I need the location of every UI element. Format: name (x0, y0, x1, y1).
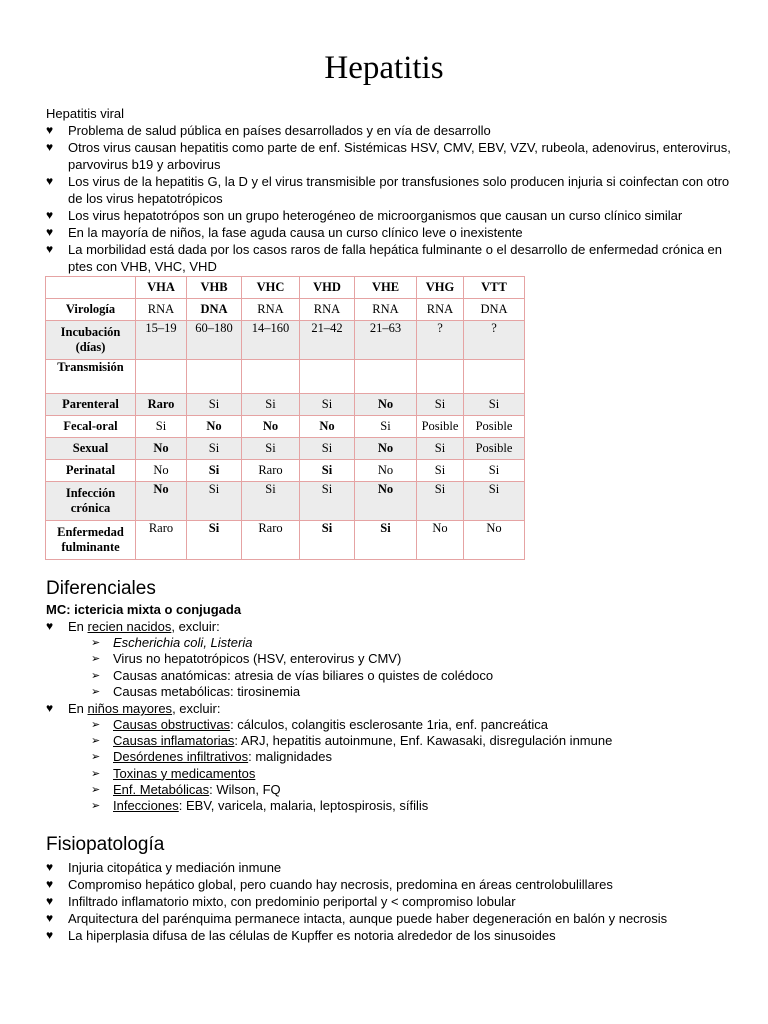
table-cell: Si (300, 438, 355, 460)
table-cell: No (187, 416, 242, 438)
arrow-bullet-icon: ➢ (91, 751, 101, 764)
table-cell: Si (464, 394, 525, 416)
list-item: ➢ Virus no hepatotrópicos (HSV, enterovirus y CMV) (91, 651, 402, 667)
arrow-bullet-icon: ➢ (91, 783, 101, 796)
recien-nacidos-sublist (46, 635, 736, 700)
table-cell: Si (464, 460, 525, 482)
list-item: ➢ Causas obstructivas: cálculos, colangitis esclerosante 1ria, enf. pancreática (91, 717, 549, 733)
table-row (46, 321, 525, 360)
list-item: ➢ Causas inflamatorias: ARJ, hepatitis autoinmune, Enf. Kawasaki, disregulación inmune (91, 733, 613, 749)
heart-bullet-icon: ♥ (46, 225, 54, 239)
table-cell: Si (355, 416, 417, 438)
intro-section (46, 105, 736, 275)
heart-bullet-icon: ♥ (46, 619, 54, 634)
table-cell: Si (187, 438, 242, 460)
table-cell: No (136, 482, 187, 521)
table-header-cell: VHB (187, 277, 242, 299)
table-header-row (46, 277, 525, 299)
table-cell: Raro (242, 521, 300, 560)
list-item: ➢ Desórdenes infiltrativos: malignidades (91, 749, 332, 765)
table-cell (187, 360, 242, 394)
table-cell: Raro (136, 521, 187, 560)
list-item: ➢ Toxinas y medicamentos (91, 765, 256, 781)
list-item: ➢ Causas metabólicas: tirosinemia (91, 683, 301, 699)
ninos-mayores-link: niños mayores (87, 701, 173, 717)
table-cell: Si (187, 482, 242, 521)
heart-bullet-icon: ♥ (46, 242, 54, 256)
heart-bullet-icon: ♥ (46, 877, 54, 891)
table-cell (136, 360, 187, 394)
heart-bullet-icon: ♥ (46, 123, 54, 137)
table-cell: Si (417, 438, 464, 460)
table-cell: 14–160 (242, 321, 300, 360)
table-cell: Raro (242, 460, 300, 482)
virus-table (45, 276, 525, 560)
table-row (46, 394, 525, 416)
table-cell: DNA (464, 299, 525, 321)
table-cell (464, 360, 525, 394)
recien-nacidos-link: recien nacidos (87, 619, 172, 635)
intro-list (46, 122, 736, 275)
heart-bullet-icon: ♥ (46, 140, 54, 154)
row-header-cell: Perinatal (46, 460, 136, 482)
fisiopatologia-heading: Fisiopatología (46, 834, 165, 855)
arrow-bullet-icon: ➢ (91, 685, 101, 698)
table-cell: Posible (464, 438, 525, 460)
heart-bullet-icon: ♥ (46, 208, 54, 222)
table-cell: RNA (136, 299, 187, 321)
row-header-cell: Incubación (días) (46, 321, 136, 360)
table-cell: Si (464, 482, 525, 521)
arrow-bullet-icon: ➢ (91, 719, 101, 732)
list-item: ➢ Escherichia coli, Listeria (91, 635, 253, 651)
table-cell: ? (464, 321, 525, 360)
arrow-bullet-icon: ➢ (91, 669, 101, 682)
table-header-cell (46, 277, 136, 299)
table-cell: Si (136, 416, 187, 438)
table-cell: No (136, 460, 187, 482)
table-cell: Si (242, 394, 300, 416)
table-cell: Si (300, 521, 355, 560)
arrow-bullet-icon: ➢ (91, 800, 101, 813)
table-cell: Si (355, 521, 417, 560)
table-row (46, 438, 525, 460)
table-cell: RNA (300, 299, 355, 321)
table-cell (300, 360, 355, 394)
heart-bullet-icon: ♥ (46, 911, 54, 925)
heart-bullet-icon: ♥ (46, 894, 54, 908)
table-cell: Si (417, 482, 464, 521)
table-cell: No (417, 521, 464, 560)
list-item: ♥ Los virus de la hepatitis G, la D y el virus transmisible por transfusiones solo producen injuria si coinfectan con otro de los virus hepatotrópicos (46, 174, 730, 206)
table-cell (242, 360, 300, 394)
table-cell: No (136, 438, 187, 460)
list-item: ♥ Otros virus causan hepatitis como parte de enf. Sistémicas HSV, CMV, EBV, VZV, rubeola, adenovirus, enterovirus, parvovirus b19 y arbovirus (46, 140, 731, 172)
table-cell: Si (300, 394, 355, 416)
table-cell: Raro (136, 394, 187, 416)
mc-line: MC: ictericia mixta o conjugada (46, 602, 242, 617)
arrow-bullet-icon: ➢ (91, 767, 101, 780)
list-item: ♥ En niños mayores, excluir: (46, 701, 221, 717)
row-header-cell: Enfermedad fulminante (46, 521, 136, 560)
table-cell: Si (300, 460, 355, 482)
table-header-cell: VHG (417, 277, 464, 299)
table-cell: ? (417, 321, 464, 360)
row-header-cell: Parenteral (46, 394, 136, 416)
table-cell: Posible (417, 416, 464, 438)
list-item: ♥ Arquitectura del parénquima permanece intacta, aunque puede haber degeneración en balón y necrosis (46, 911, 668, 926)
diferenciales-list (46, 618, 736, 635)
table-cell: No (355, 482, 417, 521)
table-cell: Si (187, 394, 242, 416)
table-cell: 60–180 (187, 321, 242, 360)
table-cell: No (355, 438, 417, 460)
table-row (46, 482, 525, 521)
table-cell: DNA (187, 299, 242, 321)
row-header-cell: Transmisión (46, 360, 136, 394)
list-item: ♥ Injuria citopática y mediación inmune (46, 860, 282, 875)
list-item: ♥ Los virus hepatotrópos son un grupo heterogéneo de microorganismos que causan un curso clínico similar (46, 208, 683, 223)
table-cell: Si (242, 482, 300, 521)
arrow-bullet-icon: ➢ (91, 653, 101, 666)
diferenciales-section (46, 602, 736, 814)
list-item: ➢ Causas anatómicas: atresia de vías biliares o quistes de colédoco (91, 667, 494, 683)
table-cell: No (464, 521, 525, 560)
table-cell: Si (300, 482, 355, 521)
fisiopatologia-section (46, 859, 746, 944)
table-row (46, 521, 525, 560)
list-item: ➢ Enf. Metabólicas: Wilson, FQ (91, 781, 281, 797)
heart-bullet-icon: ♥ (46, 860, 54, 874)
row-header-cell: Sexual (46, 438, 136, 460)
table-row (46, 360, 525, 394)
table-header-cell: VHD (300, 277, 355, 299)
table-cell: No (355, 460, 417, 482)
table-cell: Si (417, 460, 464, 482)
table-row (46, 416, 525, 438)
table-cell: No (242, 416, 300, 438)
table-cell: No (300, 416, 355, 438)
table-row (46, 460, 525, 482)
table-cell: RNA (242, 299, 300, 321)
table-cell: Si (187, 460, 242, 482)
arrow-bullet-icon: ➢ (91, 637, 101, 650)
table-header-cell: VHC (242, 277, 300, 299)
table-header-cell: VTT (464, 277, 525, 299)
list-item: ♥ La morbilidad está dada por los casos raros de falla hepática fulminante o el desarrollo de enfermedad crónica en ptes con VHB, VHC, VHD (46, 242, 722, 274)
intro-subtitle: Hepatitis viral (46, 106, 125, 121)
list-item: ♥ Compromiso hepático global, pero cuando hay necrosis, predomina en áreas centrolobulillares (46, 877, 613, 892)
table-cell: No (355, 394, 417, 416)
table-cell: RNA (417, 299, 464, 321)
list-item: ♥ Problema de salud pública en países desarrollados y en vía de desarrollo (46, 123, 491, 138)
table-header-cell: VHE (355, 277, 417, 299)
table-cell: 15–19 (136, 321, 187, 360)
arrow-bullet-icon: ➢ (91, 735, 101, 748)
table-cell: Si (242, 438, 300, 460)
list-item: ♥ En recien nacidos, excluir: (46, 619, 220, 635)
list-item: ♥ En la mayoría de niños, la fase aguda causa un curso clínico leve o inexistente (46, 225, 523, 240)
fisiopatologia-list (46, 859, 746, 944)
table-cell: Posible (464, 416, 525, 438)
list-item: ♥ Infiltrado inflamatorio mixto, con predominio periportal y < compromiso lobular (46, 894, 516, 909)
heart-bullet-icon: ♥ (46, 701, 54, 716)
table-cell: 21–42 (300, 321, 355, 360)
list-item: ♥ La hiperplasia difusa de las células de Kupffer es notoria alrededor de los sinusoides (46, 928, 556, 943)
row-header-cell: Infección crónica (46, 482, 136, 521)
table-cell (355, 360, 417, 394)
row-header-cell: Fecal-oral (46, 416, 136, 438)
table-cell: RNA (355, 299, 417, 321)
ninos-mayores-sublist (46, 717, 736, 814)
table-cell: Si (187, 521, 242, 560)
row-header-cell: Virología (46, 299, 136, 321)
heart-bullet-icon: ♥ (46, 928, 54, 942)
table-cell (417, 360, 464, 394)
table-header-cell: VHA (136, 277, 187, 299)
heart-bullet-icon: ♥ (46, 174, 54, 188)
table-cell: Si (417, 394, 464, 416)
diferenciales-list-2 (46, 700, 736, 717)
list-item: ➢ Infecciones: EBV, varicela, malaria, leptospirosis, sífilis (91, 798, 429, 814)
diferenciales-heading: Diferenciales (46, 578, 156, 599)
page-title: Hepatitis (324, 50, 444, 86)
table-cell: 21–63 (355, 321, 417, 360)
table-row (46, 299, 525, 321)
